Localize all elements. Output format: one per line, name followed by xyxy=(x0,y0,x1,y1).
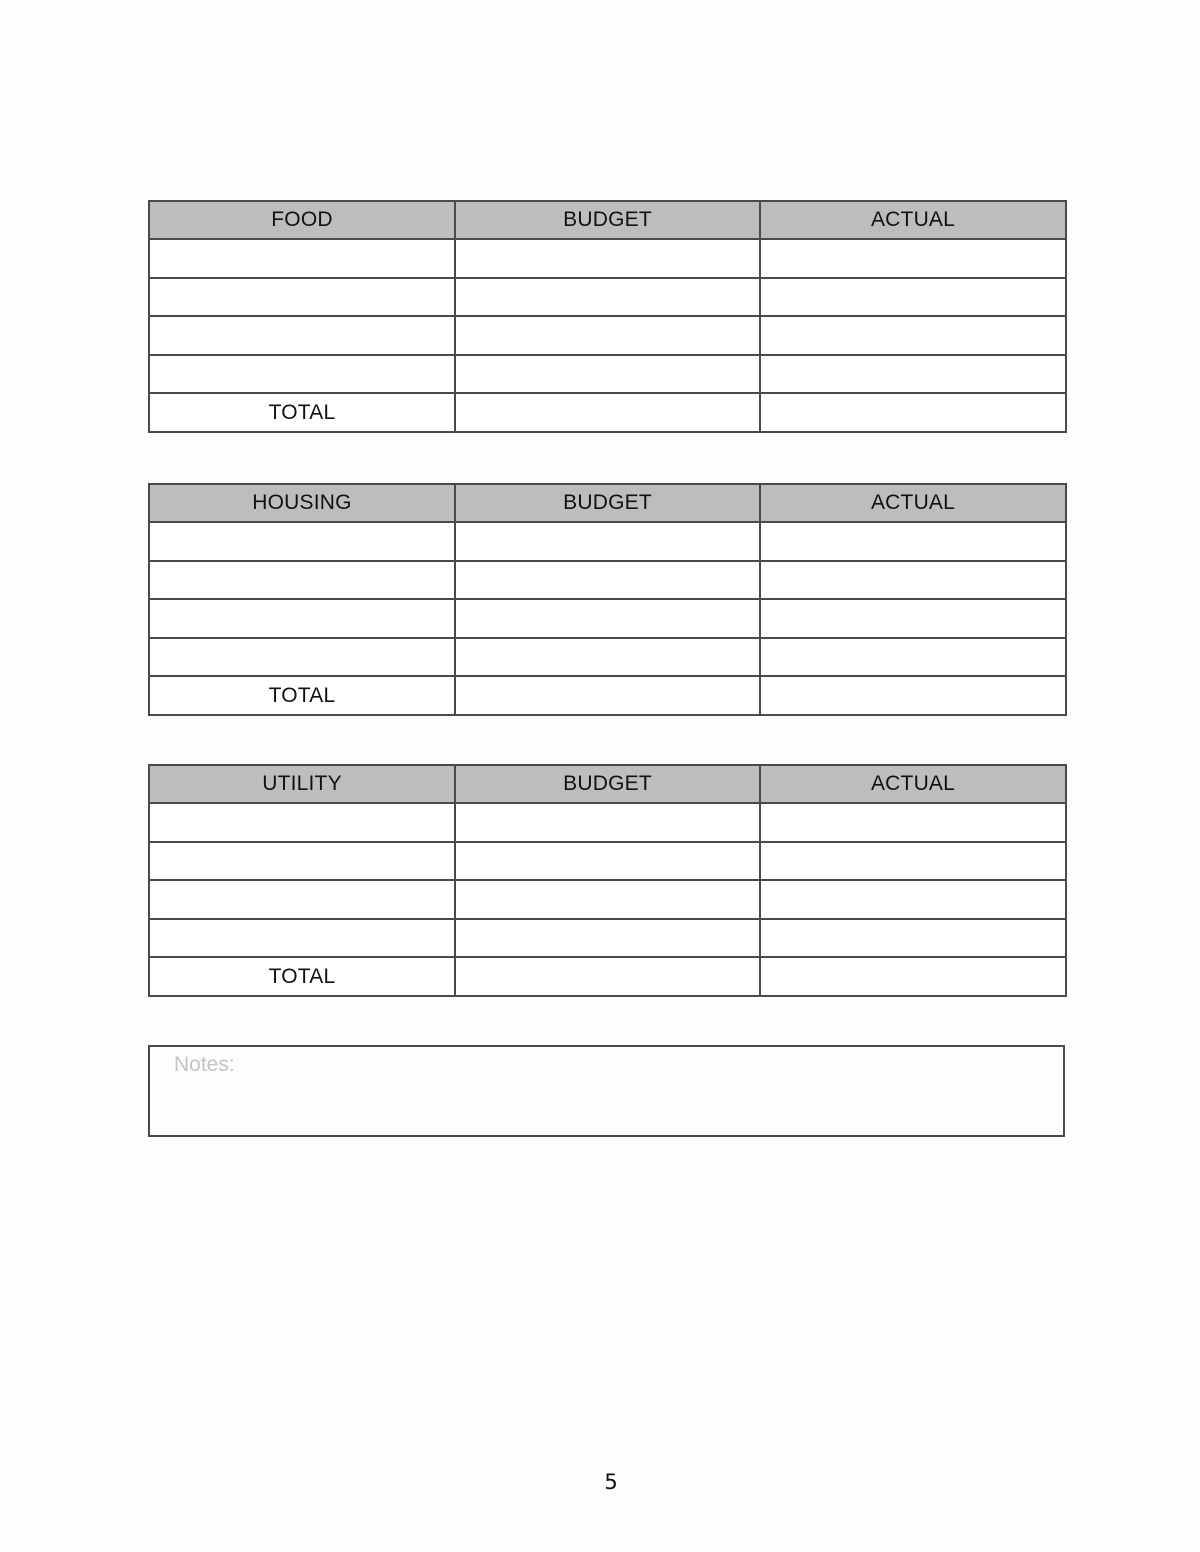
actual-total-cell[interactable] xyxy=(760,957,1066,996)
category-header: UTILITY xyxy=(149,765,455,803)
item-cell[interactable] xyxy=(149,561,455,600)
actual-cell[interactable] xyxy=(760,803,1066,842)
actual-total-cell[interactable] xyxy=(760,393,1066,432)
budget-total-cell[interactable] xyxy=(455,676,760,715)
item-cell[interactable] xyxy=(149,239,455,278)
total-row xyxy=(149,393,1066,432)
food-budget-table xyxy=(148,200,1067,433)
actual-cell[interactable] xyxy=(760,355,1066,394)
table-row xyxy=(149,842,1066,881)
item-cell[interactable] xyxy=(149,638,455,677)
actual-cell[interactable] xyxy=(760,561,1066,600)
budget-cell[interactable] xyxy=(455,880,760,919)
actual-header: ACTUAL xyxy=(760,765,1066,803)
item-cell[interactable] xyxy=(149,278,455,317)
budget-cell[interactable] xyxy=(455,316,760,355)
table-row xyxy=(149,316,1066,355)
total-label: TOTAL xyxy=(149,393,455,432)
budget-header: BUDGET xyxy=(455,484,760,522)
page-number: 5 xyxy=(604,1470,618,1494)
total-label: TOTAL xyxy=(149,957,455,996)
table-header-row xyxy=(149,765,1066,803)
actual-total-cell[interactable] xyxy=(760,676,1066,715)
budget-total-cell[interactable] xyxy=(455,393,760,432)
item-cell[interactable] xyxy=(149,803,455,842)
table-row xyxy=(149,599,1066,638)
total-label: TOTAL xyxy=(149,676,455,715)
table-row xyxy=(149,239,1066,278)
housing-budget-table xyxy=(148,483,1067,716)
actual-header: ACTUAL xyxy=(760,201,1066,239)
actual-cell[interactable] xyxy=(760,278,1066,317)
budget-cell[interactable] xyxy=(455,561,760,600)
actual-cell[interactable] xyxy=(760,919,1066,958)
actual-cell[interactable] xyxy=(760,638,1066,677)
item-cell[interactable] xyxy=(149,522,455,561)
budget-cell[interactable] xyxy=(455,239,760,278)
table-header-row xyxy=(149,484,1066,522)
table-header-row xyxy=(149,201,1066,239)
table-row xyxy=(149,355,1066,394)
category-header: HOUSING xyxy=(149,484,455,522)
item-cell[interactable] xyxy=(149,355,455,394)
actual-cell[interactable] xyxy=(760,880,1066,919)
item-cell[interactable] xyxy=(149,919,455,958)
notes-label: Notes: xyxy=(174,1053,235,1076)
budget-cell[interactable] xyxy=(455,522,760,561)
budget-total-cell[interactable] xyxy=(455,957,760,996)
table-row xyxy=(149,919,1066,958)
actual-cell[interactable] xyxy=(760,316,1066,355)
notes-box[interactable] xyxy=(148,1045,1065,1137)
actual-cell[interactable] xyxy=(760,522,1066,561)
utility-budget-table xyxy=(148,764,1067,997)
table-row xyxy=(149,278,1066,317)
budget-cell[interactable] xyxy=(455,842,760,881)
budget-cell[interactable] xyxy=(455,599,760,638)
actual-cell[interactable] xyxy=(760,842,1066,881)
budget-cell[interactable] xyxy=(455,919,760,958)
category-header: FOOD xyxy=(149,201,455,239)
item-cell[interactable] xyxy=(149,316,455,355)
budget-cell[interactable] xyxy=(455,803,760,842)
budget-cell[interactable] xyxy=(455,355,760,394)
table-row xyxy=(149,561,1066,600)
budget-header: BUDGET xyxy=(455,201,760,239)
table-row xyxy=(149,522,1066,561)
item-cell[interactable] xyxy=(149,880,455,919)
actual-cell[interactable] xyxy=(760,599,1066,638)
budget-header: BUDGET xyxy=(455,765,760,803)
table-row xyxy=(149,803,1066,842)
item-cell[interactable] xyxy=(149,599,455,638)
item-cell[interactable] xyxy=(149,842,455,881)
actual-cell[interactable] xyxy=(760,239,1066,278)
budget-cell[interactable] xyxy=(455,278,760,317)
budget-cell[interactable] xyxy=(455,638,760,677)
table-row xyxy=(149,638,1066,677)
total-row xyxy=(149,957,1066,996)
actual-header: ACTUAL xyxy=(760,484,1066,522)
table-row xyxy=(149,880,1066,919)
total-row xyxy=(149,676,1066,715)
